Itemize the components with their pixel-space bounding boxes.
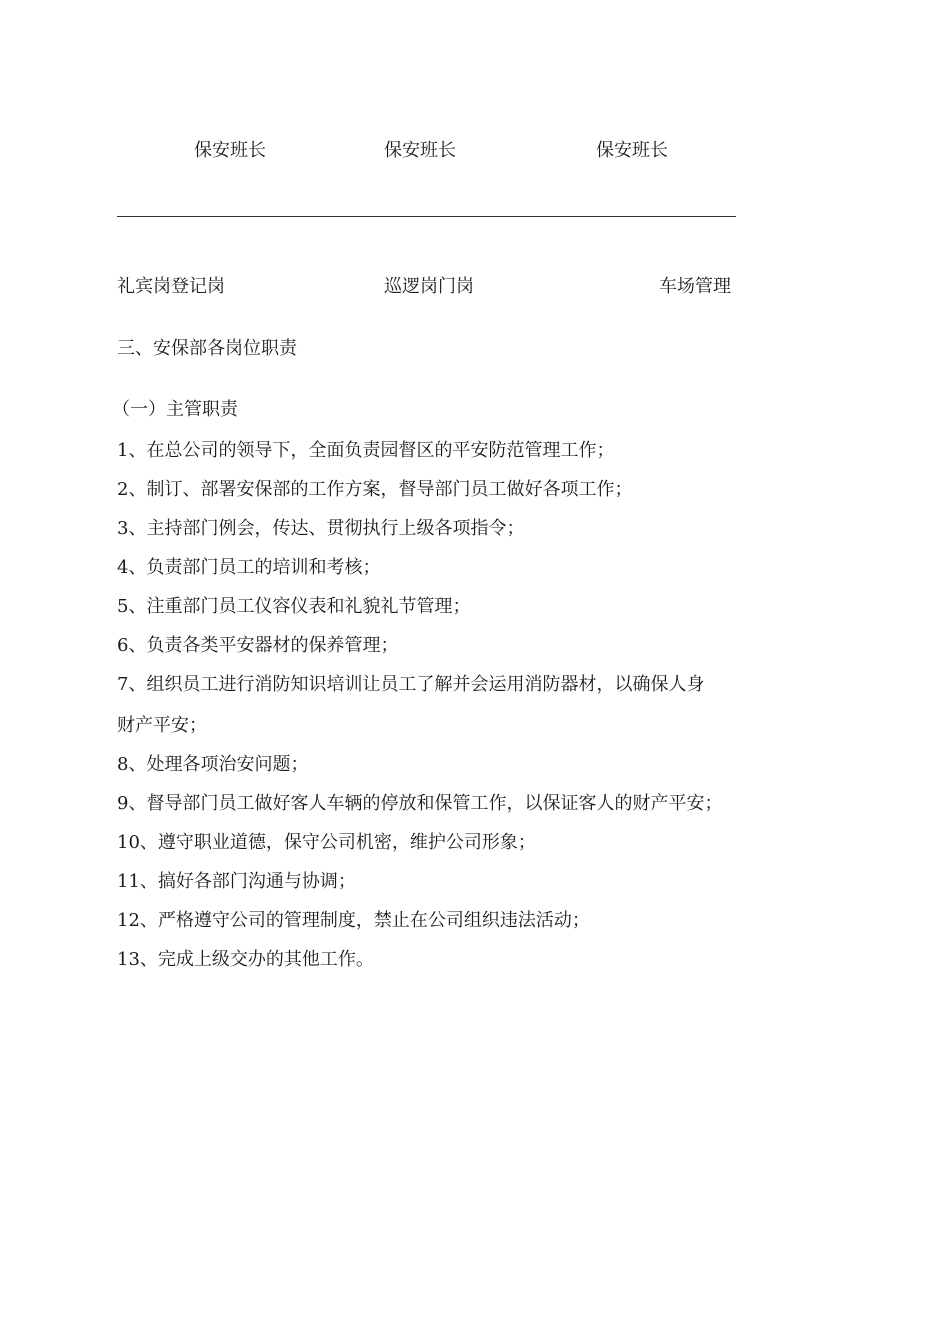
duty-item: 6、负责各类平安器材的保养管理；: [117, 635, 399, 656]
org-chart-divider: [117, 216, 736, 217]
duty-item: 3、主持部门例会，传达、贯彻执行上级各项指令；: [117, 518, 525, 539]
duty-item: 9、督导部门员工做好客人车辆的停放和保管工作，以保证客人的财产平安；: [117, 793, 723, 814]
duty-item-continuation: 财产平安；: [117, 715, 207, 736]
duty-item: 11、搞好各部门沟通与协调；: [117, 871, 356, 892]
duty-item: 5、注重部门员工仪容仪表和礼貌礼节管理；: [117, 596, 471, 617]
org-leader-1: 保安班长: [194, 140, 266, 161]
section-heading: 三、安保部各岗位职责: [117, 338, 297, 359]
org-post-1: 礼宾岗登记岗: [117, 276, 225, 297]
duty-item: 8、处理各项治安问题；: [117, 754, 309, 775]
org-post-2: 巡逻岗门岗: [384, 276, 474, 297]
org-post-3: 车场管理: [659, 276, 731, 297]
duty-item: 12、严格遵守公司的管理制度，禁止在公司组织违法活动；: [117, 910, 590, 931]
duty-item: 4、负责部门员工的培训和考核；: [117, 557, 381, 578]
duty-item: 1、在总公司的领导下，全面负责园督区的平安防范管理工作；: [117, 440, 615, 461]
org-leader-3: 保安班长: [596, 140, 668, 161]
section-subheading: （一）主管职责: [112, 399, 238, 420]
duty-item: 13、完成上级交办的其他工作。: [117, 949, 374, 970]
org-leader-2: 保安班长: [384, 140, 456, 161]
duty-item: 7、组织员工进行消防知识培训让员工了解并会运用消防器材，以确保人身: [117, 674, 705, 695]
duty-item: 2、制订、部署安保部的工作方案，督导部门员工做好各项工作；: [117, 479, 633, 500]
duty-item: 10、遵守职业道德，保守公司机密，维护公司形象；: [117, 832, 536, 853]
